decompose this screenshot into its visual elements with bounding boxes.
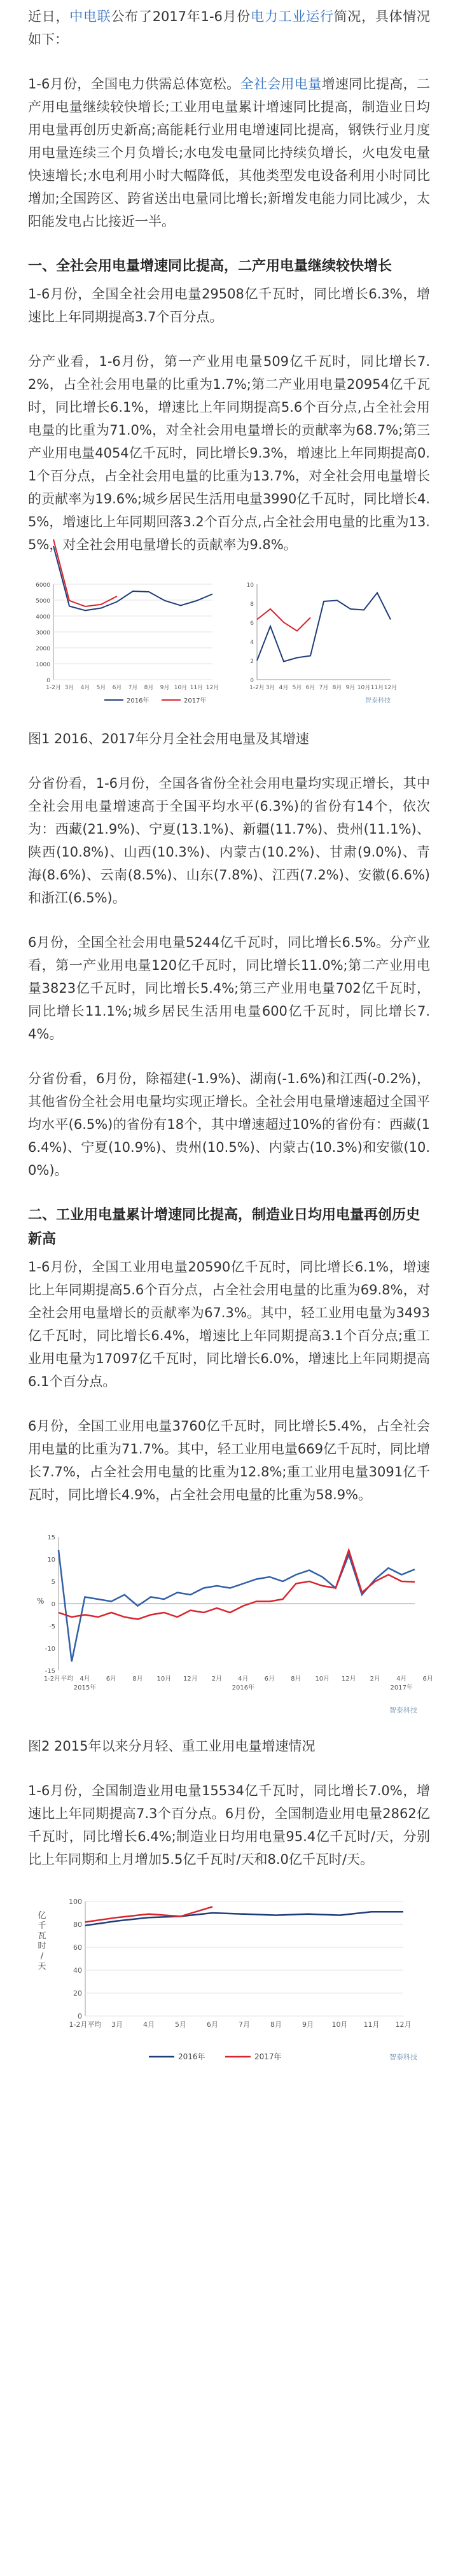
watermark-text: 智泰科技 [389, 1706, 417, 1714]
intro-text: 公布了2017年1-6月份 [111, 9, 251, 24]
section1-paragraph-2: 分产业看，1-6月份，第一产业用电量509亿千瓦时，同比增长7.2%，占全社会用电量的比重为1.7%;第二产业用电量20954亿千瓦时，同比增长6.1%，增速比上年同期提高5.6个百分点,占全社会用电量的比重为71.0%，对全社会用电量增长的贡献率为68.7%;第三产业用电量4054亿千瓦时，同比增长9.3%，增速比上年同期提高0.1个百分点，占全社会用电量的比重为13.7%，对全社会用电量增长的贡献率为19.6%;城乡居民生活用电量3990亿千瓦时，同比增长4.5%，增速比上年同期回落3.2个百分点,占全社会用电量的比重为13.5%，对全社会用电量增长的贡献率为9.8%。 [28, 354, 430, 552]
y-tick-label: 4000 [36, 614, 50, 620]
x-tick-label: 5月 [96, 685, 106, 691]
figure-3-chart [28, 1893, 430, 2077]
x-tick-label: 6月 [106, 1676, 117, 1683]
y-tick-label: 0 [51, 1601, 55, 1608]
y-axis-unit-char: 时 [38, 1942, 46, 1951]
x-tick-label: 4月 [279, 685, 289, 691]
x-tick-label: 10月 [156, 1676, 172, 1683]
y-tick-label: 6 [250, 620, 254, 627]
section1-paragraph-1: 1-6月份，全国全社会用电量29508亿千瓦时，同比增长6.3%，增速比上年同期提高3.7个百分点。 [28, 286, 430, 325]
y-tick-label: 20 [73, 1989, 82, 1998]
watermark-text: 智泰科技 [389, 2053, 417, 2061]
figure-2 [28, 1528, 433, 1726]
y-tick-label: 0 [78, 2012, 82, 2020]
x-tick-label: 6月 [207, 2020, 218, 2029]
y-axis-unit-char: / [40, 1952, 44, 1961]
summary-paragraph [28, 73, 430, 233]
series-line-1 [85, 1912, 403, 1926]
y-tick-label: 10 [47, 1557, 55, 1564]
x-tick-label: 6月 [112, 685, 122, 691]
series-line-2 [257, 609, 310, 631]
watermark-text: 智泰科技 [365, 697, 391, 704]
summary-text: 增速同比提高，二产用电量继续较快增长;工业用电量累计增速同比提高，制造业日均用电量再创历史新高;高能耗行业用电增速同比提高，钢铁行业月度用电量连续三个月负增长;水电发电量同比持续负增长，火电发电量快速增长;水电利用小时大幅降低，其他类型发电设备利用小时同比增加;全国跨区、跨省送出电量同比增长;新增发电能力同比减少，太阳能发电占比接近一半。 [28, 76, 430, 229]
figure-2-caption: 图2 2015年以来分月轻、重工业用电量增速情况 [28, 1739, 316, 1754]
y-tick-label: 1000 [36, 662, 50, 668]
summary-text: 1-6月份，全国电力供需总体宽松。 [28, 76, 240, 92]
section1-paragraph-5: 分省份看，6月份，除福建(-1.9%)、湖南(-1.6%)和江西(-0.2%)，其他省份全社会用电量均实现正增长。全社会用电量增速超过全国平均水平(6.5%)的省份有18个，其中增速超过10%的省份有：西藏(16.4%)、宁夏(10.9%)、贵州(10.5%)、内蒙古(10.3%)和安徽(10.0%)。 [28, 1071, 430, 1178]
y-tick-label: 40 [73, 1966, 82, 1975]
section1-heading: 一、全社会用电量增速同比提高，二产用电量继续较快增长 [28, 258, 392, 274]
x-tick-label: 8月 [144, 685, 154, 691]
y-tick-label: 15 [47, 1534, 55, 1541]
x-tick-label: 4月 [80, 685, 90, 691]
y-tick-label: -15 [45, 1668, 55, 1675]
figure-2-chart [28, 1528, 433, 1719]
section2-heading: 二、工业用电量累计增速同比提高，制造业日均用电量再创历史新高 [28, 1207, 420, 1247]
legend-label-2017: 2017年 [254, 2052, 282, 2061]
x-tick-label: 1-2月 [46, 685, 61, 691]
section1-paragraph-3: 分省份看，1-6月份，全国各省份全社会用电量均实现正增长，其中全社会用电量增速高于全国平均水平(6.3%)的省份有14个，依次为：西藏(21.9%)、宁夏(13.1%)、新疆(11.7%)、贵州(11.1%)、陕西(10.8%)、山西(10.3%)、内蒙古(10.2%)、甘肃(9.0%)、青海(8.6%)、云南(8.5%)、山东(7.8%)、江西(7.2%)、安徽(6.6%)和浙江(6.5%)。 [28, 776, 430, 906]
x-tick-label: 1-2月平均 [69, 2020, 102, 2029]
x-tick-label: 5月 [175, 2020, 186, 2029]
x-tick-label: 8月 [291, 1676, 302, 1683]
legend-label-2016: 2016年 [178, 2052, 205, 2061]
x-tick-label: 11月 [190, 685, 204, 691]
y-tick-label: 0 [250, 678, 254, 684]
section1-paragraph-4: 6月份，全国全社会用电量5244亿千瓦时，同比增长6.5%。分产业看，第一产业用电量120亿千瓦时，同比增长11.0%;第二产业用电量3823亿千瓦时，同比增长5.4%;第三产业用电量702亿千瓦时，同比增长11.1%;城乡居民生活用电量600亿千瓦时，同比增长7.4%。 [28, 935, 430, 1042]
x-tick-label: 7月 [239, 2020, 250, 2029]
figure-1-chart [28, 578, 430, 711]
x-tick-label: 10月 [331, 2020, 348, 2029]
y-tick-label: 60 [73, 1943, 82, 1952]
x-tick-label: 2月 [211, 1676, 223, 1683]
year-label: 2017年 [390, 1684, 413, 1691]
x-tick-label: 8月 [270, 2020, 282, 2029]
legend-label-2017: 2017年 [184, 697, 207, 704]
x-tick-label: 8月 [332, 685, 342, 691]
y-tick-label: 2 [250, 659, 254, 665]
x-tick-label: 7月 [128, 685, 138, 691]
y-tick-label: 5000 [36, 598, 50, 605]
x-tick-label: 11月 [363, 2020, 380, 2029]
x-tick-label: 10月 [357, 685, 371, 691]
section2-paragraph-2: 6月份，全国工业用电量3760亿千瓦时，同比增长5.4%，占全社会用电量的比重为71.7%。其中，轻工业用电量669亿千瓦时，同比增长7.7%，占全社会用电量的比重为12.8%;重工业用电量3091亿千瓦时，同比增长4.9%，占全社会用电量的比重为58.9%。 [28, 1418, 430, 1502]
y-tick-label: 2000 [36, 646, 50, 652]
x-tick-label: 3月 [265, 685, 275, 691]
series-line-2 [59, 1550, 415, 1620]
x-tick-label: 1-2月 [249, 685, 265, 691]
intro-text: 简况，具体情况如下： [28, 9, 431, 47]
x-tick-label: 7月 [319, 685, 329, 691]
y-axis-unit-char: 瓦 [38, 1931, 46, 1941]
x-tick-label: 10月 [315, 1676, 330, 1683]
x-tick-label: 12月 [384, 685, 398, 691]
series-line-1 [257, 593, 391, 662]
y-axis-unit-char: 千 [38, 1921, 46, 1931]
y-axis-unit: % [37, 1597, 45, 1606]
x-tick-label: 8月 [132, 1676, 143, 1683]
x-tick-label: 6月 [264, 1676, 275, 1683]
y-tick-label: -5 [49, 1623, 55, 1630]
x-tick-label: 11月 [370, 685, 384, 691]
x-tick-label: 9月 [160, 685, 170, 691]
x-tick-label: 6月 [422, 1676, 433, 1683]
figure-1-caption: 图1 2016、2017年分月全社会用电量及其增速 [28, 731, 309, 746]
x-tick-label: 5月 [292, 685, 302, 691]
x-tick-label: 2月 [370, 1676, 380, 1683]
x-tick-label: 4月 [80, 1676, 90, 1683]
x-tick-label: 12月 [341, 1676, 356, 1683]
y-tick-label: 80 [73, 1921, 82, 1929]
section2-paragraph-1: 1-6月份，全国工业用电量20590亿千瓦时，同比增长6.1%，增速比上年同期提高5.6个百分点，占全社会用电量的比重为69.8%，对全社会用电量增长的贡献率为67.3%。其中，轻工业用电量为3493亿千瓦时，同比增长6.4%，增速比上年同期提高3.1个百分点;重工业用电量为17097亿千瓦时，同比增长6.0%，增速比上年同期提高6.1个百分点。 [28, 1259, 430, 1389]
x-tick-label: 12月 [205, 685, 219, 691]
x-tick-label: 12月 [395, 2020, 412, 2029]
figure-1 [28, 578, 430, 718]
x-tick-label: 4月 [396, 1676, 407, 1683]
x-tick-label: 9月 [345, 685, 356, 691]
y-tick-label: 5 [51, 1579, 55, 1586]
link-power-industry[interactable]: 电力工业运行 [251, 9, 334, 24]
y-tick-label: 0 [46, 678, 50, 684]
year-label: 2015年 [73, 1684, 97, 1691]
y-axis-unit-char: 亿 [38, 1911, 46, 1921]
section2-paragraph-3: 1-6月份，全国制造业用电量15534亿千瓦时，同比增长7.0%，增速比上年同期提高7.3个百分点。6月份，全国制造业用电量2862亿千瓦时，同比增长6.4%;制造业日均用电量95.4亿千瓦时/天，分别比上年同期和上月增加5.5亿千瓦时/天和8.0亿千瓦时/天。 [28, 1783, 430, 1867]
x-tick-label: 9月 [302, 2020, 314, 2029]
y-tick-label: 100 [69, 1898, 82, 1906]
series-line-1 [59, 1550, 415, 1662]
x-tick-label: 12月 [183, 1676, 198, 1683]
figure-3 [28, 1893, 430, 2084]
x-tick-label: 4月 [143, 2020, 155, 2029]
x-tick-label: 4月 [238, 1676, 249, 1683]
x-tick-label: 10月 [174, 685, 188, 691]
link-cec[interactable]: 中电联 [69, 9, 111, 24]
y-axis-unit-char: 天 [38, 1962, 46, 1971]
y-tick-label: 3000 [36, 630, 50, 636]
year-label: 2016年 [232, 1684, 255, 1691]
y-tick-label: 10 [246, 582, 254, 589]
x-tick-label: 3月 [64, 685, 74, 691]
y-tick-label: 8 [250, 601, 254, 608]
intro-paragraph [28, 5, 430, 51]
x-tick-label: 3月 [111, 2020, 123, 2029]
link-total-consumption[interactable]: 全社会用电量 [240, 76, 322, 92]
intro-text: 近日， [28, 9, 70, 24]
y-tick-label: -10 [45, 1646, 55, 1653]
x-tick-label: 6月 [305, 685, 316, 691]
y-tick-label: 6000 [36, 582, 50, 589]
legend-label-2016: 2016年 [127, 697, 149, 704]
x-tick-label: 1-2月平均 [43, 1676, 74, 1683]
y-tick-label: 4 [250, 640, 254, 646]
